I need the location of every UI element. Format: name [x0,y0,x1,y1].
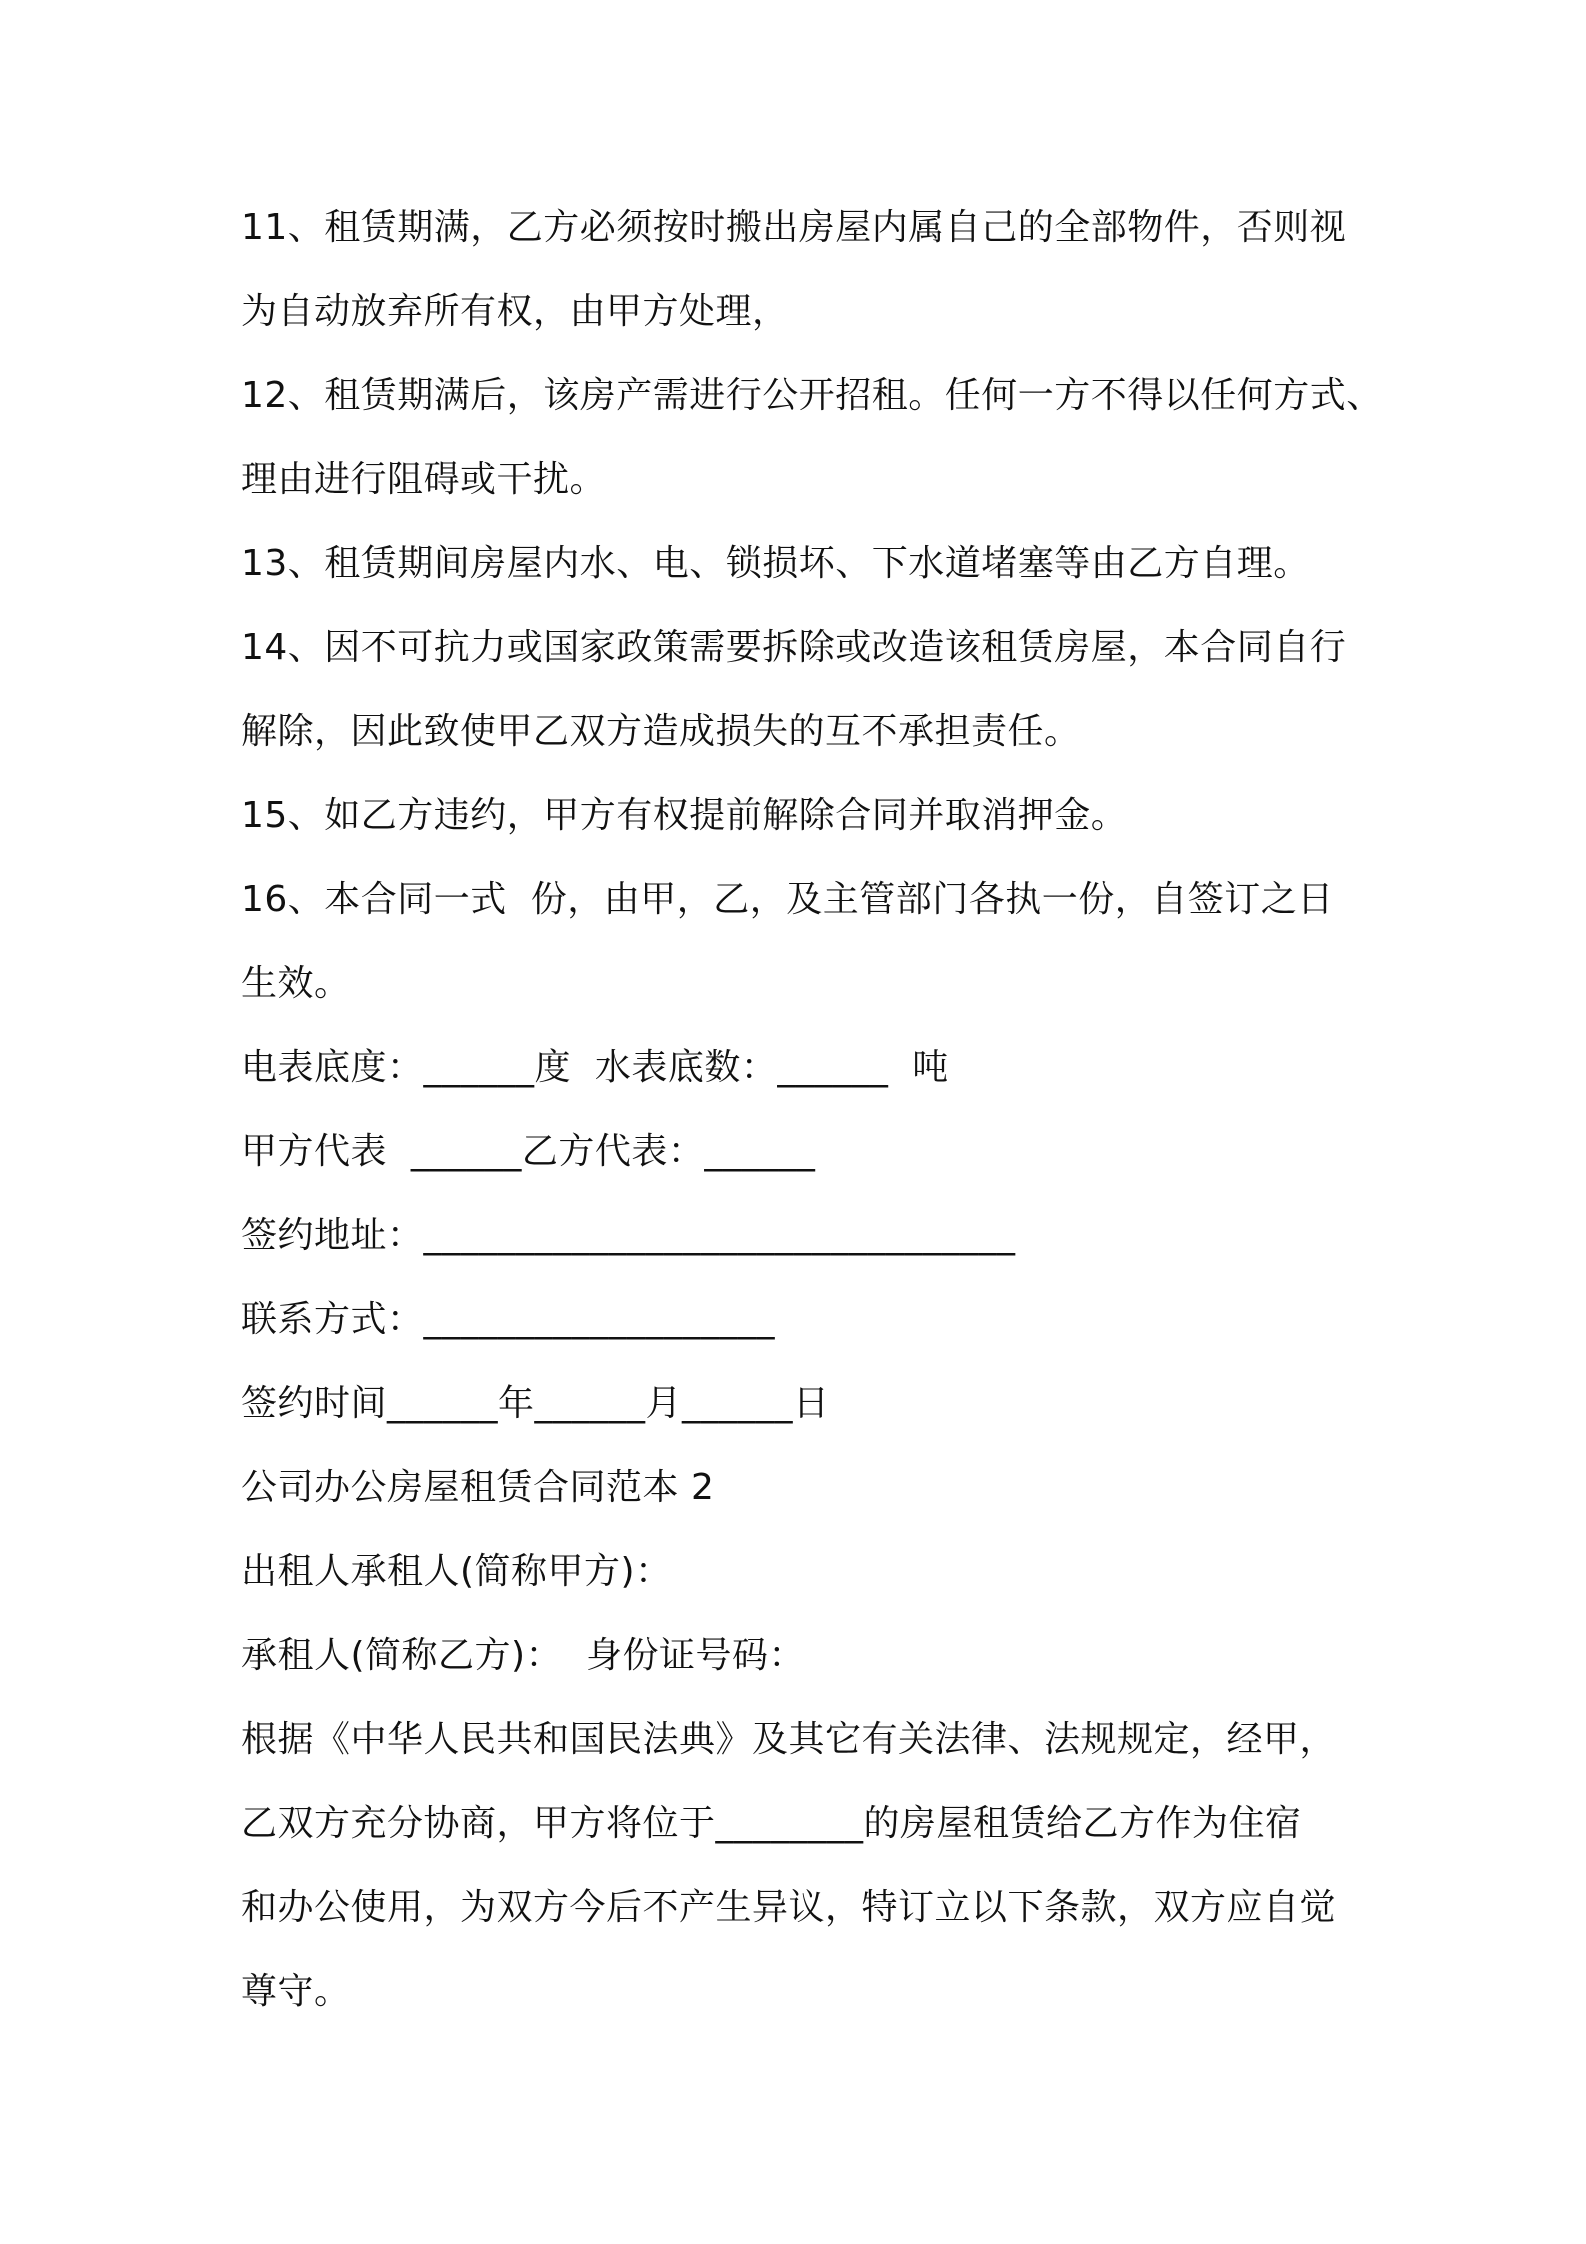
clause-12-line-1: 12、租赁期满后，该房产需进行公开招租。任何一方不得以任何方式、 [241,375,1383,416]
preamble-line-3: 和办公使用，为双方今后不产生异议，特订立以下条款，双方应自觉 [241,1887,1337,1928]
clause-16-line-2: 生效。 [241,963,351,1004]
preamble-line-4: 尊守。 [241,1971,351,2012]
meter-readings: 电表底度：______度 水表底数：______ 吨 [241,1047,949,1088]
clause-14-line-2: 解除，因此致使甲乙双方造成损失的互不承担责任。 [241,711,1081,752]
party-representatives: 甲方代表 ______乙方代表：______ [241,1131,816,1172]
signing-address: 签约地址：________________________________ [241,1215,1016,1256]
clause-12-line-2: 理由进行阻碍或干扰。 [241,459,607,500]
section-title: 公司办公房屋租赁合同范本 2 [241,1467,715,1508]
contact-method: 联系方式：___________________ [241,1299,776,1340]
lessee-line: 承租人(简称乙方)： 身份证号码： [241,1635,805,1676]
clause-11-line-2: 为自动放弃所有权，由甲方处理， [241,291,789,332]
clause-16-line-1: 16、本合同一式 份，由甲，乙，及主管部门各执一份，自签订之日 [241,879,1334,920]
clause-14-line-1: 14、因不可抗力或国家政策需要拆除或改造该租赁房屋，本合同自行 [241,627,1347,668]
preamble-line-1: 根据《中华人民共和国民法典》及其它有关法律、法规规定，经甲， [241,1719,1337,1760]
clause-13: 13、租赁期间房屋内水、电、锁损坏、下水道堵塞等由乙方自理。 [241,543,1310,584]
clause-15: 15、如乙方违约，甲方有权提前解除合同并取消押金。 [241,795,1128,836]
lessor-line: 出租人承租人(简称甲方)： [241,1551,672,1592]
clause-11-line-1: 11、租赁期满，乙方必须按时搬出房屋内属自己的全部物件，否则视 [241,207,1347,248]
preamble-line-2: 乙双方充分协商，甲方将位于________的房屋租赁给乙方作为住宿 [241,1803,1302,1844]
signing-date: 签约时间______年______月______日 [241,1383,830,1424]
